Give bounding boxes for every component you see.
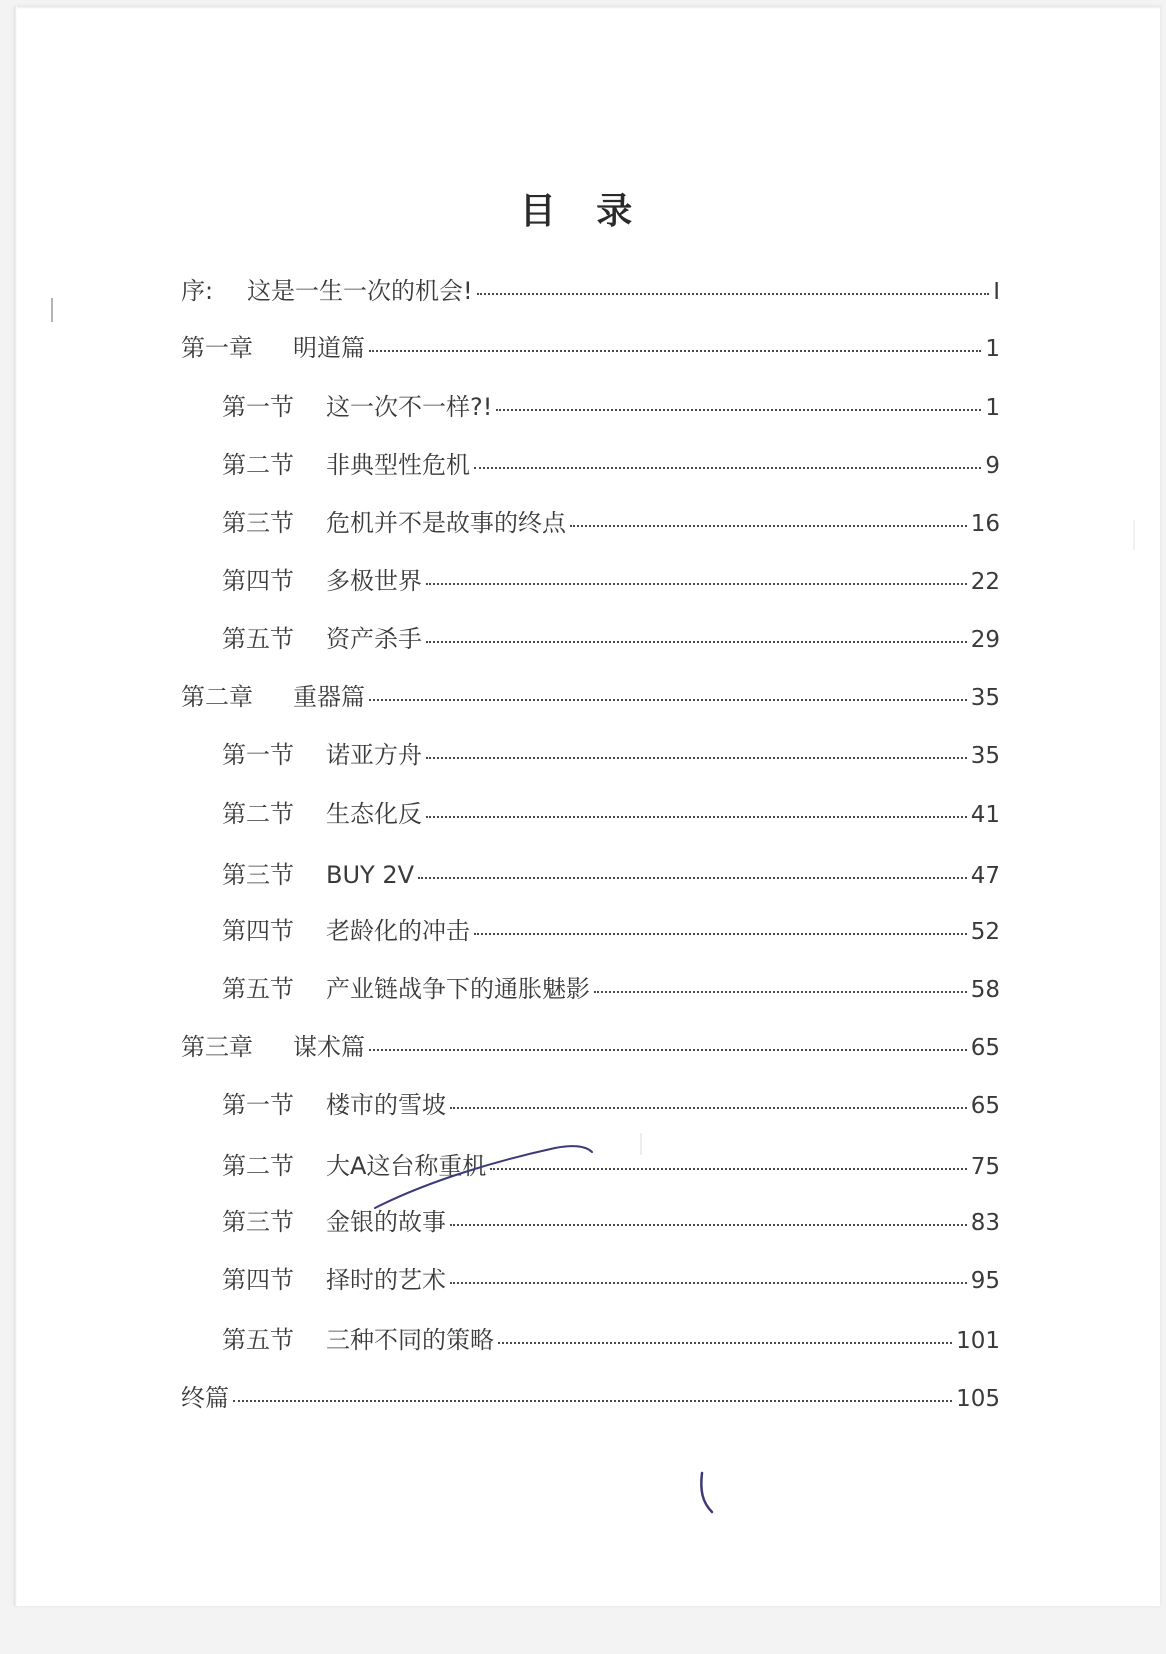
toc-entry-label: 第一节 [222, 741, 294, 769]
toc-entry-label: 第一节 [222, 393, 294, 421]
scan-speck [640, 1133, 642, 1155]
toc-leader-dots [474, 932, 967, 935]
toc-entry-page: 22 [970, 569, 1000, 595]
toc-entry-title: 资产杀手 [326, 625, 422, 653]
toc-leader-dots [369, 698, 967, 701]
toc-leader-dots [418, 876, 967, 879]
toc-entry-section[interactable] [222, 911, 1000, 946]
toc-entry-title: 楼市的雪坡 [326, 1091, 446, 1119]
toc-entry-section[interactable] [222, 1202, 1000, 1237]
toc-entry-section[interactable] [222, 969, 1000, 1004]
toc-leader-dots [570, 524, 967, 527]
toc-leader-dots [426, 756, 967, 759]
toc-leader-dots [450, 1106, 967, 1109]
toc-entry-page: 1 [985, 336, 1000, 362]
toc-entry-section[interactable] [222, 1320, 1000, 1355]
toc-entry-label: 第四节 [222, 917, 294, 945]
toc-leader-dots [594, 990, 967, 993]
toc-entry-label: 第五节 [222, 975, 294, 1003]
toc-entry-title: 择时的艺术 [326, 1266, 446, 1294]
toc-entry-title: 重器篇 [293, 683, 365, 711]
toc-entry-title: 诺亚方舟 [326, 741, 422, 769]
toc-entry-label: 第四节 [222, 1266, 294, 1294]
toc-entry-title: BUY 2V [326, 861, 415, 889]
toc-leader-dots [450, 1223, 967, 1226]
toc-entry-title: 三种不同的策略 [326, 1326, 494, 1354]
toc-entry-label: 第四节 [222, 567, 294, 595]
toc-entry-page: 1 [985, 395, 1000, 421]
toc-entry-page: I [993, 279, 1000, 305]
toc-leader-dots [369, 1048, 967, 1051]
toc-entry-label: 序: [181, 277, 214, 305]
toc-entry-chapter-2[interactable] [181, 677, 1000, 712]
toc-entry-label: 第二节 [222, 800, 294, 828]
toc-leader-dots [426, 815, 967, 818]
toc-entry-title: 这一次不一样?! [326, 393, 493, 421]
toc-entry-title: 生态化反 [326, 800, 422, 828]
toc-entry-title: 金银的故事 [326, 1208, 446, 1236]
toc-entry-title: 非典型性危机 [326, 451, 470, 479]
toc-leader-dots [490, 1167, 966, 1170]
toc-entry-page: 41 [970, 802, 1000, 828]
toc-entry-label: 第五节 [222, 625, 294, 653]
toc-entry-label: 第一节 [222, 1091, 294, 1119]
toc-entry-title: 终篇 [181, 1384, 229, 1412]
toc-entry-section[interactable] [222, 1146, 1000, 1181]
toc-entry-title: 产业链战争下的通胀魅影 [326, 975, 590, 1003]
toc-entry-section[interactable] [222, 619, 1000, 654]
toc-entry-label: 第三节 [222, 1208, 294, 1236]
toc-entry-label: 第五节 [222, 1326, 294, 1354]
toc-entry-page: 9 [985, 453, 1000, 479]
toc-entry-label: 第三节 [222, 861, 294, 889]
toc-entry-label: 第三章 [181, 1033, 253, 1061]
toc-entry-page: 101 [956, 1328, 1000, 1354]
toc-entry-page: 75 [970, 1154, 1000, 1180]
toc-entry-title: 谋术篇 [293, 1033, 365, 1061]
toc-entry-page: 65 [970, 1093, 1000, 1119]
toc-entry-page: 35 [970, 685, 1000, 711]
toc-entry-chapter-3[interactable] [181, 1027, 1000, 1062]
toc-entry-title: 明道篇 [293, 334, 365, 362]
toc-entry-page: 35 [970, 743, 1000, 769]
toc-entry-section[interactable] [222, 503, 1000, 538]
toc-entry-section[interactable] [222, 1260, 1000, 1295]
toc-entry-section[interactable] [222, 735, 1000, 770]
toc-entry-label: 第二节 [222, 451, 294, 479]
toc-leader-dots [498, 1341, 952, 1344]
toc-leader-dots [496, 408, 981, 411]
toc-entry-page: 83 [970, 1210, 1000, 1236]
toc-entry-page: 95 [970, 1268, 1000, 1294]
toc-entry-page: 58 [970, 977, 1000, 1003]
toc-entry-label: 第二节 [222, 1152, 294, 1180]
toc-title: 目 录 [519, 191, 647, 232]
toc-leader-dots [477, 292, 990, 295]
toc-entry-page: 65 [970, 1035, 1000, 1061]
toc-entry-section[interactable] [222, 445, 1000, 480]
toc-entry-section[interactable] [222, 1085, 1000, 1120]
toc-entry-page: 29 [970, 627, 1000, 653]
toc-entry-label: 第二章 [181, 683, 253, 711]
toc-leader-dots [426, 640, 967, 643]
toc-entry-label: 第三节 [222, 509, 294, 537]
toc-entry-preface[interactable] [181, 271, 1000, 306]
toc-entry-section[interactable] [222, 387, 1000, 422]
toc-entry-label: 第一章 [181, 334, 253, 362]
toc-leader-dots [426, 582, 967, 585]
toc-leader-dots [369, 349, 981, 352]
scan-speck [1133, 520, 1135, 550]
toc-leader-dots [474, 466, 981, 469]
toc-entry-page: 105 [956, 1386, 1000, 1412]
toc-entry-page: 47 [970, 863, 1000, 889]
toc-entry-section[interactable] [222, 855, 1000, 890]
toc-entry-page: 16 [970, 511, 1000, 537]
toc-entry-title: 多极世界 [326, 567, 422, 595]
toc-entry-section[interactable] [222, 794, 1000, 829]
toc-entry-title: 这是一生一次的机会! [247, 277, 473, 305]
toc-entry-title: 老龄化的冲击 [326, 917, 470, 945]
toc-entry-section[interactable] [222, 561, 1000, 596]
toc-entry-epilogue[interactable] [181, 1378, 1000, 1413]
toc-entry-page: 52 [970, 919, 1000, 945]
toc-entry-chapter-1[interactable] [181, 328, 1000, 363]
toc-leader-dots [233, 1399, 952, 1402]
toc-leader-dots [450, 1281, 967, 1284]
toc-entry-title: 危机并不是故事的终点 [326, 509, 566, 537]
toc-entry-title: 大A这台称重机 [326, 1152, 487, 1180]
